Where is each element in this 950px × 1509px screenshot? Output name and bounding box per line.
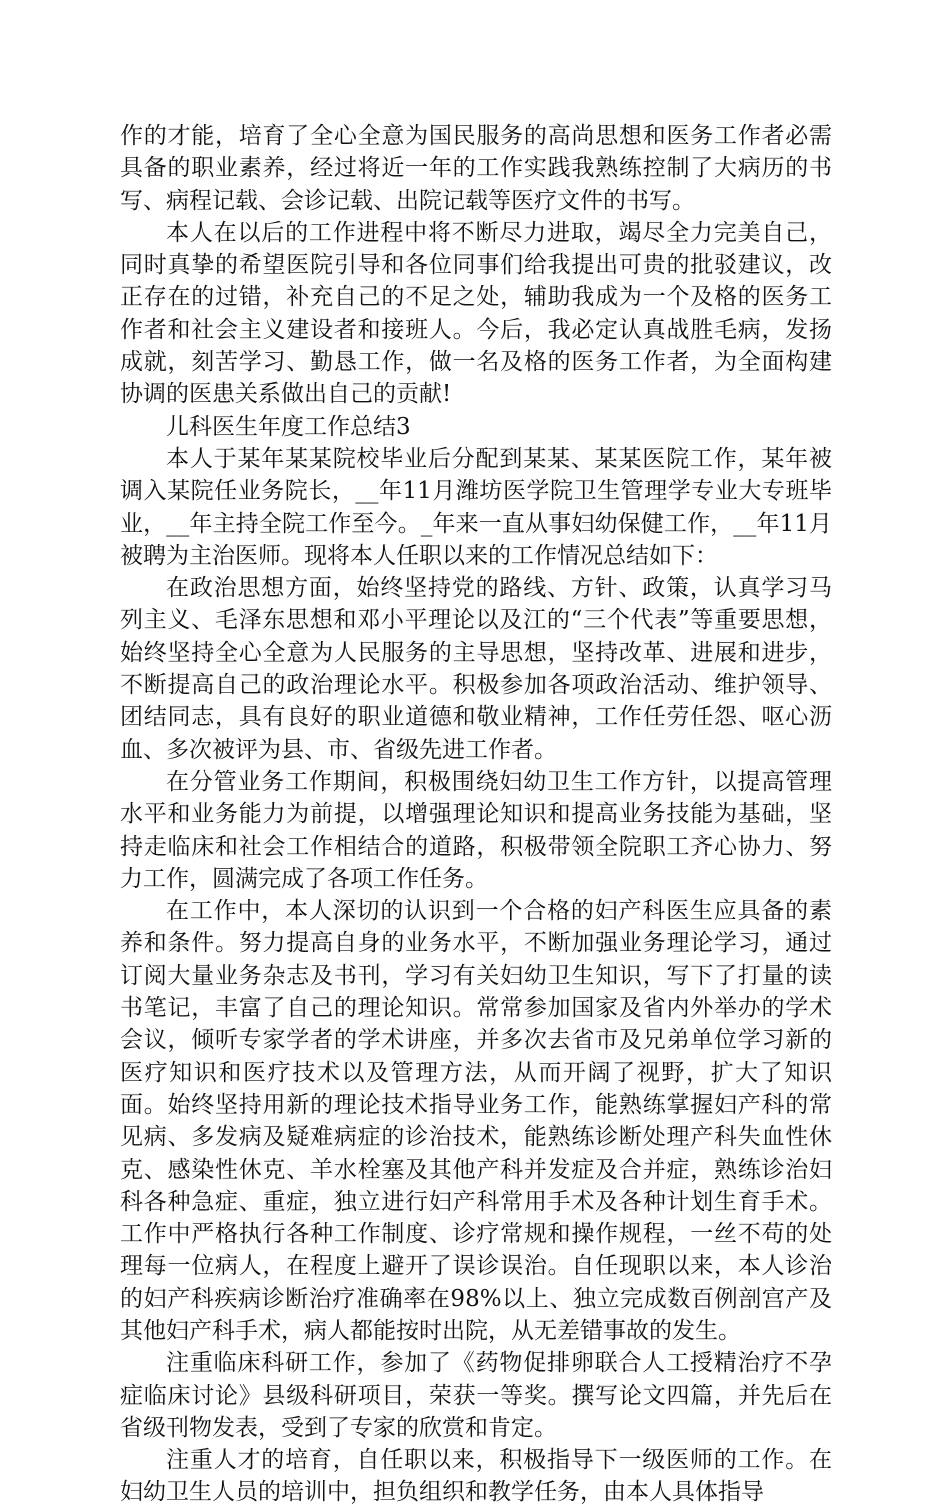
paragraph-self-improvement: 本人在以后的工作进程中将不断尽力进取，竭尽全力完美自己，同时真挚的希望医院引导和各位同事们给我提出可贵的批驳建议，改正存在的过错，补充自己的不足之处，辅助我成为一个及格的医务工作者和社会主义建设者和接班人。今后，我必定认真战胜毛病，发扬成就，刻苦学习、勤恳工作，做一名及格的医务工作者，为全面构建协调的医患关系做出自己的贡献!: [120, 219, 832, 408]
document-page: [120, 120, 832, 1509]
paragraph-background: 本人于某年某某院校毕业后分配到某某、某某医院工作，某年被调入某院任业务院长，__年11月潍坊医学院卫生管理学专业大专班毕业，__年主持全院工作至今。_年来一直从事妇幼保健工作，__年11月被聘为主治医师。现将本人任职以来的工作情况总结如下：: [120, 445, 832, 569]
paragraph-clinical-work: 在工作中，本人深切的认识到一个合格的妇产科医生应具备的素养和条件。努力提高自身的业务水平，不断加强业务理论学习，通过订阅大量业务杂志及书刊，学习有关妇幼卫生知识，写下了打量的读书笔记，丰富了自己的理论知识。常常参加国家及省内外举办的学术会议，倾听专家学者的学术讲座，并多次去省市及兄弟单位学习新的医疗知识和医疗技术以及管理方法，从而开阔了视野，扩大了知识面。始终坚持用新的理论技术指导业务工作，能熟练掌握妇产科的常见病、多发病及疑难病症的诊治技术，能熟练诊断处理产科失血性休克、感染性休克、羊水栓塞及其他产科并发症及合并症，熟练诊治妇科各种急症、重症，独立进行妇产科常用手术及各种计划生育手术。工作中严格执行各种工作制度、诊疗常规和操作规程，一丝不苟的处理每一位病人，在程度上避开了误诊误治。自任现职以来，本人诊治的妇产科疾病诊断治疗准确率在98%以上、独立完成数百例剖宫产及其他妇产科手术，病人都能按时出院，从无差错事故的发生。: [120, 898, 832, 1344]
paragraph-business-management: 在分管业务工作期间，积极围绕妇幼卫生工作方针，以提高管理水平和业务能力为前提，以增强理论知识和提高业务技能为基础，坚持走临床和社会工作相结合的道路，积极带领全院职工齐心协力、努力工作，圆满完成了各项工作任务。: [120, 768, 832, 892]
section-title: 儿科医生年度工作总结3: [166, 413, 411, 440]
paragraph-political-thought: 在政治思想方面，始终坚持党的路线、方针、政策，认真学习马列主义、毛泽东思想和邓小平理论以及江的“三个代表”等重要思想，始终坚持全心全意为人民服务的主导思想，坚持改革、进展和进步，不断提高自己的政治理论水平。积极参加各项政治活动、维护领导、团结同志，具有良好的职业道德和敬业精神，工作任劳任怨、呕心沥血、多次被评为县、市、省级先进工作者。: [120, 575, 832, 763]
paragraph-continuation: 作的才能，培育了全心全意为国民服务的高尚思想和医务工作者必需具备的职业素养，经过将近一年的工作实践我熟练控制了大病历的书写、病程记载、会诊记载、出院记载等医疗文件的书写。: [120, 123, 832, 214]
paragraph-research: 注重临床科研工作，参加了《药物促排卵联合人工授精治疗不孕症临床讨论》县级科研项目，荣获一等奖。撰写论文四篇，并先后在省级刊物发表，受到了专家的欣赏和肯定。: [120, 1350, 832, 1441]
paragraph-talent-training: 注重人才的培育，自任职以来，积极指导下一级医师的工作。在妇幼卫生人员的培训中，担负组织和教学任务，由本人具体指导: [120, 1447, 832, 1506]
